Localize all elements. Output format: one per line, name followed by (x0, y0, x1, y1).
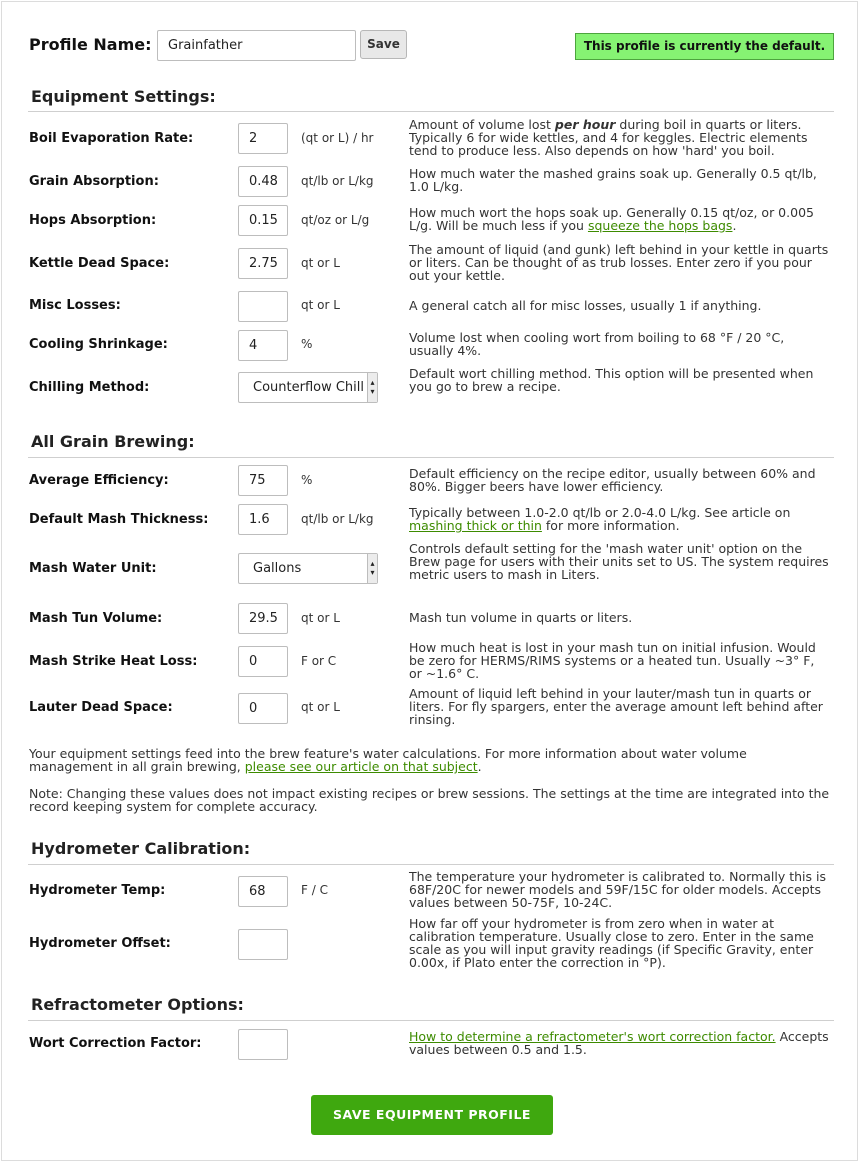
grain-absorption-unit: qt/lb or L/kg (301, 174, 374, 188)
misc-losses-unit: qt or L (301, 298, 340, 312)
lauter-dead-space-input[interactable]: 0 (238, 693, 288, 724)
profile-name-label: Profile Name: (29, 35, 152, 54)
lauter-dead-space-label: Lauter Dead Space: (29, 700, 173, 715)
equipment-settings-title: Equipment Settings: (31, 87, 216, 106)
mash-tun-volume-desc: Mash tun volume in quarts or liters. (409, 610, 633, 625)
strike-heat-loss-input[interactable]: 0 (238, 646, 288, 677)
wort-correction-link[interactable]: How to determine a refractometer's wort correction factor. (409, 1029, 776, 1044)
mash-thickness-unit: qt/lb or L/kg (301, 512, 374, 526)
save-equipment-profile-button[interactable]: SAVE EQUIPMENT PROFILE (311, 1095, 553, 1135)
grain-absorption-label: Grain Absorption: (29, 174, 159, 189)
kettle-dead-space-unit: qt or L (301, 256, 340, 270)
hydrometer-temp-desc: The temperature your hydrometer is calibrated to. Normally this is 68F/20C for newer models and 59F/15C for older models. Accepts values between 50-75F, 10-24C. (409, 869, 826, 910)
average-efficiency-unit: % (301, 473, 313, 487)
mash-tun-volume-label: Mash Tun Volume: (29, 611, 163, 626)
wort-correction-desc: How to determine a refractometer's wort correction factor. Accepts values between 0.5 and 1.5. (409, 1029, 829, 1057)
water-calc-note: Your equipment settings feed into the brew feature's water calculations. For more information about water volume management in all grain brewing, please see our article on that subject. (29, 746, 747, 774)
divider (28, 864, 834, 865)
chevron-down-icon: ▴ ▾ (367, 373, 377, 402)
hops-absorption-label: Hops Absorption: (29, 213, 157, 228)
cooling-shrinkage-unit: % (301, 337, 313, 351)
hydrometer-offset-desc: How far off your hydrometer is from zero when in water at calibration temperature. Usually close to zero. Enter in the same scale as you will input gravity readings (if Specific Gravity, enter 0.00x, if Plato enter the correction in °P). (409, 916, 814, 970)
mash-thickness-input[interactable]: 1.6 (238, 504, 288, 535)
refractometer-title: Refractometer Options: (31, 995, 244, 1014)
all-grain-title: All Grain Brewing: (31, 432, 195, 451)
chevron-down-icon: ▴ ▾ (367, 554, 377, 583)
wort-correction-label: Wort Correction Factor: (29, 1036, 202, 1051)
kettle-dead-space-label: Kettle Dead Space: (29, 256, 170, 271)
misc-losses-desc: A general catch all for misc losses, usually 1 if anything. (409, 298, 762, 313)
mash-tun-volume-unit: qt or L (301, 611, 340, 625)
divider (28, 111, 834, 112)
boil-evaporation-input[interactable]: 2 (238, 123, 288, 154)
mash-water-unit-desc: Controls default setting for the 'mash water unit' option on the Brew page for users with their units set to US. The system requires metric users to mash in Liters. (409, 541, 829, 582)
average-efficiency-input[interactable]: 75 (238, 465, 288, 496)
hops-absorption-input[interactable]: 0.15 (238, 205, 288, 236)
save-button[interactable]: Save (360, 30, 407, 59)
settings-change-note: Note: Changing these values does not impact existing recipes or brew sessions. The settings at the time are integrated into the record keeping system for complete accuracy. (29, 786, 830, 814)
divider (28, 457, 834, 458)
strike-heat-loss-unit: F or C (301, 654, 337, 668)
hops-absorption-unit: qt/oz or L/g (301, 213, 370, 227)
mash-thickness-label: Default Mash Thickness: (29, 512, 209, 527)
kettle-dead-space-input[interactable]: 2.75 (238, 248, 288, 279)
kettle-dead-space-desc: The amount of liquid (and gunk) left behind in your kettle in quarts or liters. Can be thought of as trub losses. Enter zero if you pour out your kettle. (409, 242, 829, 283)
lauter-dead-space-desc: Amount of liquid left behind in your lauter/mash tun in quarts or liters. For fly spargers, enter the average amount left behind after rinsing. (409, 686, 823, 727)
grain-absorption-input[interactable]: 0.48 (238, 166, 288, 197)
lauter-dead-space-unit: qt or L (301, 700, 340, 714)
mash-water-unit-label: Mash Water Unit: (29, 561, 157, 576)
chilling-method-select[interactable]: Counterflow Chill ▴ ▾ (238, 372, 378, 403)
average-efficiency-label: Average Efficiency: (29, 473, 169, 488)
mash-tun-volume-input[interactable]: 29.5 (238, 603, 288, 634)
boil-evaporation-unit: (qt or L) / hr (301, 131, 374, 145)
hydrometer-offset-input[interactable] (238, 929, 288, 960)
cooling-shrinkage-input[interactable]: 4 (238, 330, 288, 361)
strike-heat-loss-label: Mash Strike Heat Loss: (29, 654, 198, 669)
hydrometer-temp-label: Hydrometer Temp: (29, 883, 166, 898)
hydrometer-temp-unit: F / C (301, 883, 328, 897)
misc-losses-label: Misc Losses: (29, 298, 121, 313)
mash-thickness-desc: Typically between 1.0-2.0 qt/lb or 2.0-4.0 L/kg. See article on mashing thick or thin for more information. (409, 505, 791, 533)
divider (28, 1020, 834, 1021)
hops-absorption-desc: How much wort the hops soak up. Generally 0.15 qt/oz, or 0.005 L/g. Will be much less if you squeeze the hops bags. (409, 205, 814, 233)
cooling-shrinkage-label: Cooling Shrinkage: (29, 337, 168, 352)
hydrometer-offset-label: Hydrometer Offset: (29, 936, 171, 951)
water-volume-article-link[interactable]: please see our article on that subject (244, 759, 478, 774)
hydrometer-temp-input[interactable]: 68 (238, 876, 288, 907)
cooling-shrinkage-desc: Volume lost when cooling wort from boiling to 68 °F / 20 °C, usually 4%. (409, 330, 785, 358)
strike-heat-loss-desc: How much heat is lost in your mash tun on initial infusion. Would be zero for HERMS/RIMS systems or a heated tun. Usually ~3° F, or ~1.6° C. (409, 640, 816, 681)
average-efficiency-desc: Default efficiency on the recipe editor, usually between 60% and 80%. Bigger beers have lower efficiency. (409, 466, 816, 494)
mashing-thick-thin-link[interactable]: mashing thick or thin (409, 518, 542, 533)
squeeze-hops-link[interactable]: squeeze the hops bags (587, 218, 733, 233)
grain-absorption-desc: How much water the mashed grains soak up. Generally 0.5 qt/lb, 1.0 L/kg. (409, 166, 817, 194)
default-profile-badge: This profile is currently the default. (575, 33, 834, 60)
wort-correction-input[interactable] (238, 1029, 288, 1060)
profile-name-input[interactable]: Grainfather (157, 30, 356, 61)
boil-evaporation-desc: Amount of volume lost per hour during boil in quarts or liters. Typically 6 for wide kettles, and 4 for keggles. Electric elements tend to produce less. Also depends on how 'hard' you boil. (409, 117, 808, 158)
boil-evaporation-label: Boil Evaporation Rate: (29, 131, 194, 146)
chilling-method-label: Chilling Method: (29, 380, 150, 395)
mash-water-unit-select[interactable]: Gallons ▴ ▾ (238, 553, 378, 584)
misc-losses-input[interactable] (238, 291, 288, 322)
chilling-method-desc: Default wort chilling method. This option will be presented when you go to brew a recipe. (409, 366, 814, 394)
hydrometer-title: Hydrometer Calibration: (31, 839, 251, 858)
